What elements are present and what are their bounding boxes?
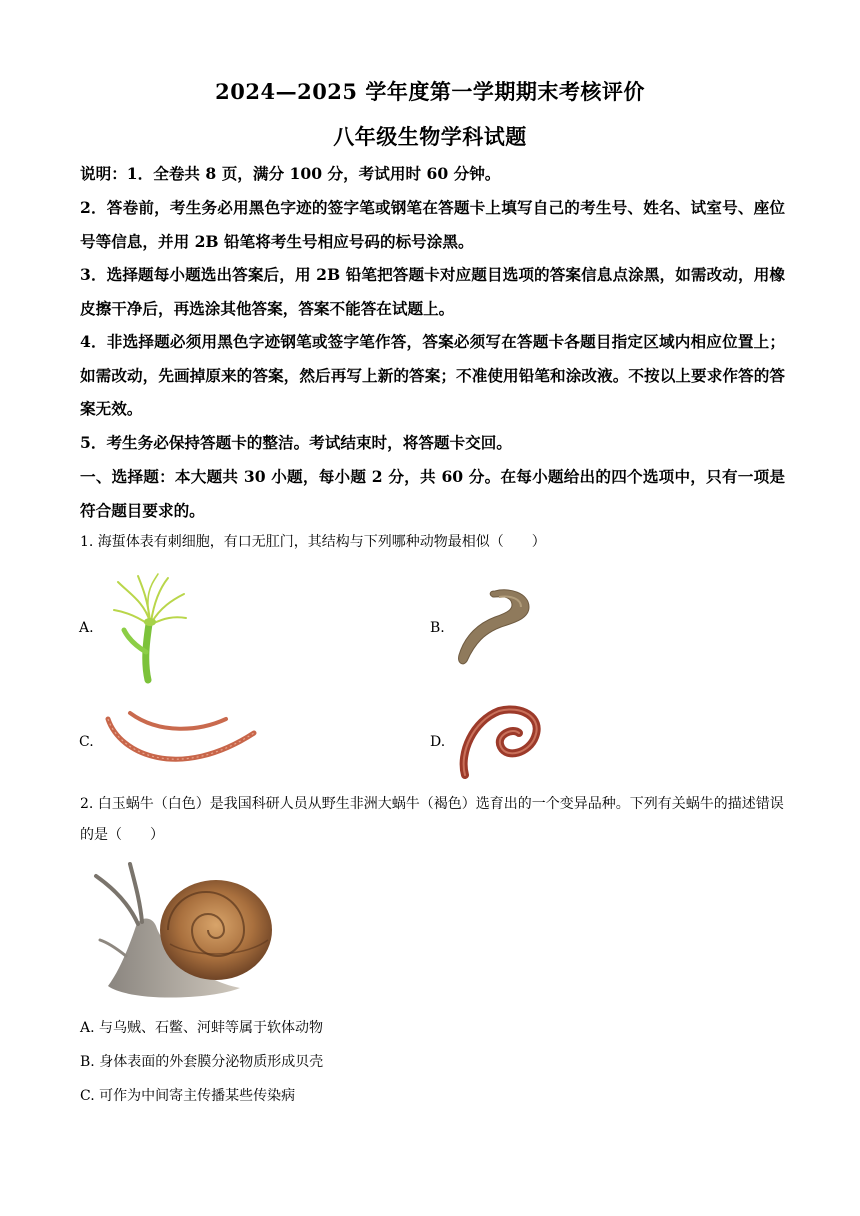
planarian-image	[455, 585, 535, 669]
q2-option-a: A. 与乌贼、石鳖、河蚌等属于软体动物	[80, 1020, 324, 1036]
q2-option-c: C. 可作为中间寄主传播某些传染病	[80, 1088, 296, 1104]
instruction-5: 5．考生务必保持答题卡的整洁。考试结束时，将答题卡交回。	[80, 433, 512, 452]
q1-option-a-label: A.	[79, 620, 94, 636]
instruction-1: 说明：1．全卷共 8 页，满分 100 分，考试用时 60 分钟。	[80, 164, 501, 183]
instruction-3: 3．选择题每小题选出答案后，用 2B 铅笔把答题卡对应题目选项的答案信息点涂黑，如需改动，用橡皮擦干净后，再选涂其他答案，答案不能答在试题上。	[80, 265, 785, 318]
hydra-image	[108, 572, 190, 688]
q1-option-c-label: C.	[79, 734, 94, 750]
exam-subtitle: 八年级生物学科试题	[333, 124, 527, 149]
instruction-4: 4．非选择题必须用黑色字迹钢笔或签字笔作答，答案必须写在答题卡各题目指定区域内相应位置上；如需改动，先画掉原来的答案，然后再写上新的答案；不准使用铅笔和涂改液。不按以上要求作答的答案无效。	[80, 332, 785, 418]
exam-title: 2024—2025 学年度第一学期期末考核评价	[215, 79, 645, 104]
roundworm-image	[100, 705, 260, 781]
question-2-stem: 2. 白玉蜗牛（白色）是我国科研人员从野生非洲大蜗牛（褐色）选育出的一个变异品种。下列有关蜗牛的描述错误的是（ ）	[80, 796, 784, 843]
question-1-stem: 1. 海蜇体表有刺细胞，有口无肛门，其结构与下列哪种动物最相似（ ）	[80, 534, 546, 550]
q2-option-b: B. 身体表面的外套膜分泌物质形成贝壳	[80, 1054, 324, 1070]
instruction-2: 2．答卷前，考生务必用黑色字迹的签字笔或钢笔在答题卡上填写自己的考生号、姓名、试室号、座位号等信息，并用 2B 铅笔将考生号相应号码的标号涂黑。	[80, 198, 785, 251]
section-heading: 一、选择题：本大题共 30 小题，每小题 2 分，共 60 分。在每小题给出的四个选项中，只有一项是符合题目要求的。	[80, 467, 785, 520]
q1-option-b-label: B.	[430, 620, 445, 636]
q1-option-d-label: D.	[430, 734, 446, 750]
snail-image	[90, 860, 275, 1002]
earthworm-image	[455, 703, 547, 783]
